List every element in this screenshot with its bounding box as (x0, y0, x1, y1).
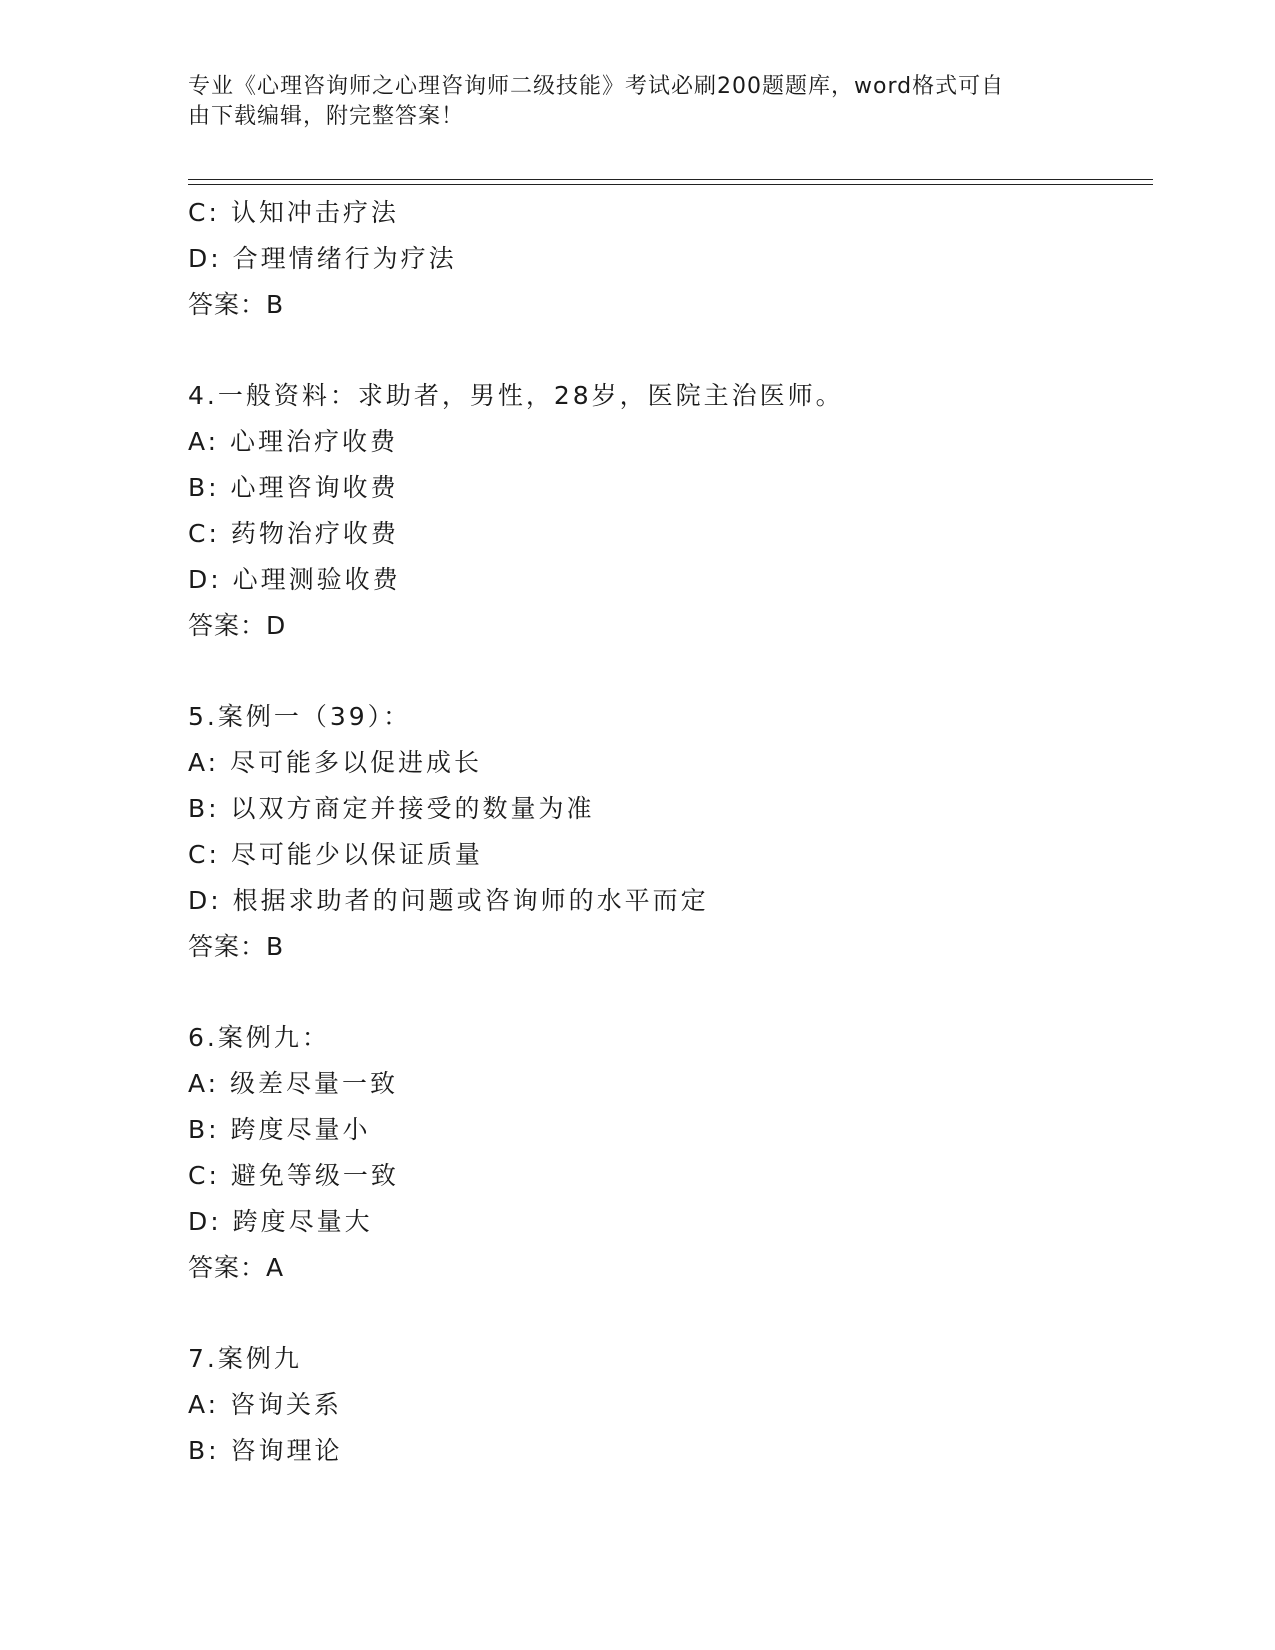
option-b: B: 跨度尽量小 (188, 1115, 371, 1144)
option-d: D: 合理情绪行为疗法 (188, 244, 457, 273)
question-stem: 4.一般资料：求助者，男性，28岁，医院主治医师。 (188, 381, 844, 410)
answer-line: 答案：B (188, 290, 285, 319)
option-a: A: 心理治疗收费 (188, 427, 399, 456)
answer-line: 答案：A (188, 1253, 285, 1282)
option-b: B: 以双方商定并接受的数量为准 (188, 794, 595, 823)
question-stem: 5.案例一（39）： (188, 702, 412, 731)
option-b: B: 咨询理论 (188, 1436, 343, 1465)
question-list (188, 190, 1153, 1474)
option-b: B: 心理咨询收费 (188, 473, 399, 502)
answer-line: 答案：D (188, 611, 287, 640)
header-divider-top (188, 179, 1153, 180)
question-stem: 7.案例九 (188, 1344, 302, 1373)
answer-line: 答案：B (188, 932, 285, 961)
option-a: A: 级差尽量一致 (188, 1069, 399, 1098)
option-d: D: 根据求助者的问题或咨询师的水平而定 (188, 886, 709, 915)
option-c: C: 药物治疗收费 (188, 519, 399, 548)
question-stem: 6.案例九： (188, 1023, 330, 1052)
option-c: C: 认知冲击疗法 (188, 198, 399, 227)
option-a: A: 咨询关系 (188, 1390, 343, 1419)
option-c: C: 尽可能少以保证质量 (188, 840, 483, 869)
option-d: D: 心理测验收费 (188, 565, 401, 594)
header-line-2: 由下载编辑，附完整答案！ (188, 104, 465, 129)
header-line-1: 专业《心理咨询师之心理咨询师二级技能》考试必刷200题题库，word格式可自 (188, 74, 1005, 99)
option-a: A: 尽可能多以促进成长 (188, 748, 483, 777)
header-divider-bottom (188, 184, 1153, 185)
option-d: D: 跨度尽量大 (188, 1207, 373, 1236)
document-header (188, 72, 1088, 132)
option-c: C: 避免等级一致 (188, 1161, 399, 1190)
